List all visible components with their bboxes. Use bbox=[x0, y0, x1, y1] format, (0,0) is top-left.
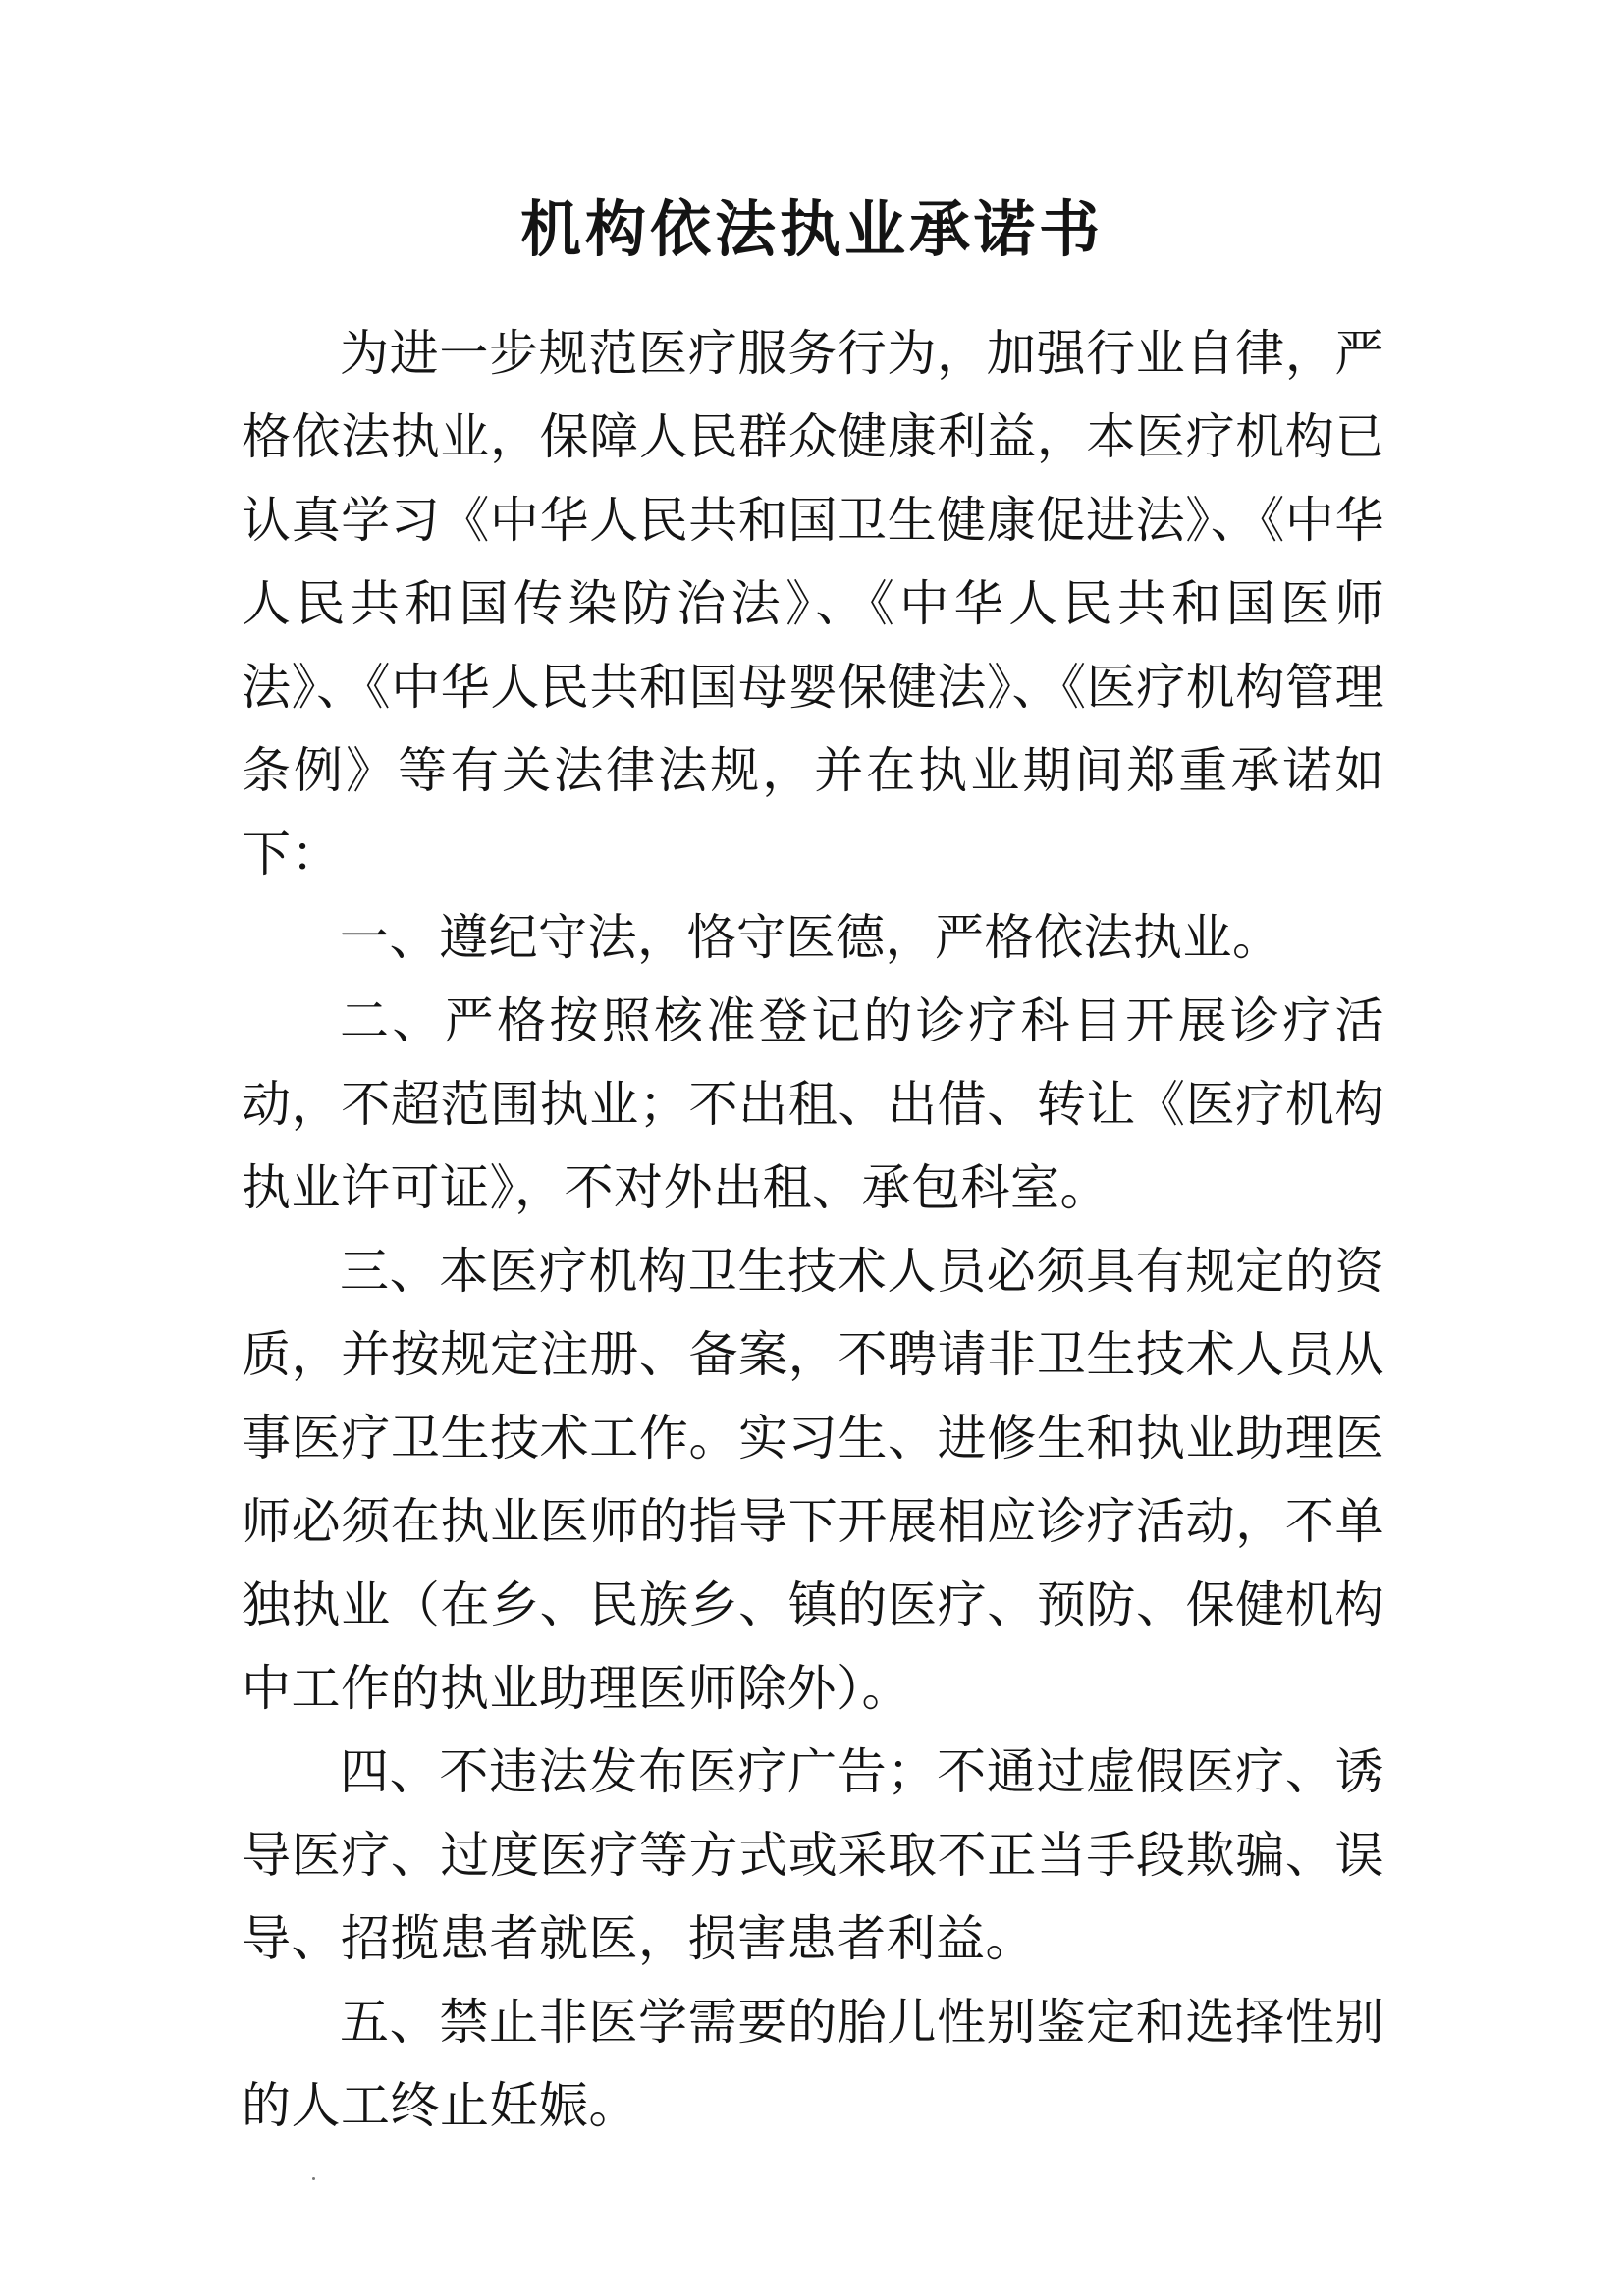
document-title: 机构依法执业承诺书 bbox=[519, 193, 1104, 265]
commitment-item-1: 一、遵纪守法，恪守医德，严格依法执业。 bbox=[340, 909, 1282, 966]
commitment-item-3: 三、本医疗机构卫生技术人员必须具有规定的资质，并按规定注册、备案，不聘请非卫生技术人员从事医疗卫生技术工作。实习生、进修生和执业助理医师必须在执业医师的指导下开展相应诊疗活动，不单独执业（在乡、民族乡、镇的医疗、预防、保健机构中工作的执业助理医师除外）。 bbox=[242, 1243, 1384, 1717]
intro-paragraph: 为进一步规范医疗服务行为，加强行业自律，严格依法执业，保障人民群众健康利益，本医疗机构已认真学习《中华人民共和国卫生健康促进法》、《中华人民共和国传染防治法》、《中华人民共和国医师法》、《中华人民共和国母婴保健法》、《医疗机构管理条例》等有关法律法规，并在执业期间郑重承诺如下： bbox=[242, 325, 1384, 882]
commitment-item-2: 二、严格按照核准登记的诊疗科目开展诊疗活动，不超范围执业；不出租、出借、转让《医疗机构执业许可证》，不对外出租、承包科室。 bbox=[242, 992, 1384, 1216]
commitment-item-5: 五、禁止非医学需要的胎儿性别鉴定和选择性别的人工终止妊娠。 bbox=[242, 1994, 1384, 2134]
scan-speck bbox=[312, 2177, 315, 2180]
commitment-item-4: 四、不违法发布医疗广告；不通过虚假医疗、诱导医疗、过度医疗等方式或采取不正当手段欺骗、误导、招揽患者就医，损害患者利益。 bbox=[242, 1743, 1384, 1967]
document-body bbox=[242, 312, 1384, 2148]
